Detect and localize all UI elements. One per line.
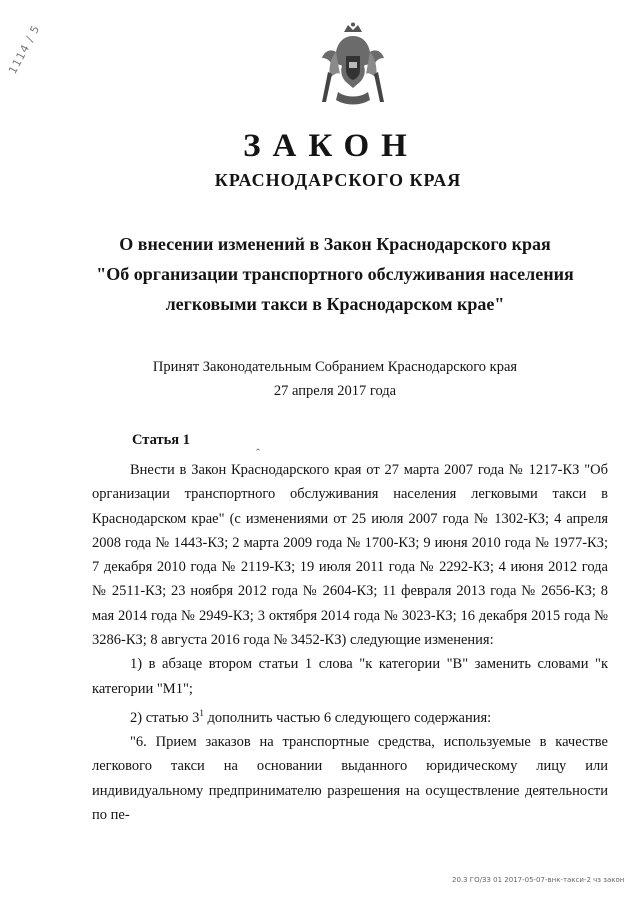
- heading-line: О внесении изменений в Закон Краснодарского края: [119, 234, 551, 254]
- pen-mark-icon: ˆ: [256, 446, 260, 460]
- item-2-text-rest: дополнить частью 6 следующего содержания:: [203, 709, 492, 726]
- adoption-date: 27 апреля 2017 года: [273, 383, 397, 399]
- superscript: 1: [199, 707, 204, 718]
- footer-code: 20.3 ГО/ЗЗ 01 2017-05-07-внк-такси-2 чз закон: [452, 876, 625, 884]
- article-title: Статья 1: [132, 432, 190, 448]
- heading-line: "Об организации транспортного обслуживания населения: [96, 264, 574, 284]
- article-body: [92, 458, 608, 827]
- paragraph-intro: Внести в Закон Краснодарского края от 27 марта 2007 года № 1217-КЗ "Об организации транспортного обслуживания населения легковыми такси в Краснодарском крае" (с изменениями от 25 июля 2007 года № 1302-КЗ; 4 апреля 2008 года № 1443-КЗ; 2 марта 2009 года № 1700-КЗ; 9 июня 2010 года № 1977-КЗ; 7 декабря 2010 года № 2119-КЗ; 19 июля 2011 года № 2292-КЗ; 4 июня 2012 года № 2511-КЗ; 23 ноября 2012 года № 2604-КЗ; 11 февраля 2013 года № 2656-КЗ; 8 мая 2014 года № 2949-КЗ; 3 октября 2014 года № 3023-КЗ; 16 декабря 2015 года № 3286-КЗ; 8 августа 2016 года № 3452-КЗ) следующие изменения:: [92, 462, 608, 649]
- region-title: КРАСНОДАРСКОГО КРАЯ: [214, 170, 462, 190]
- item-2-text: 2) статью 3: [130, 709, 200, 726]
- adoption-line: Принят Законодательным Собранием Краснодарского края: [152, 359, 518, 375]
- handwritten-note: 1114 / 5: [6, 22, 43, 77]
- adoption-note: [0, 355, 640, 403]
- paragraph-item-3: "6. Прием заказов на транспортные средства, используемые в качестве легкового такси на основании выданного юридическому лицу или индивидуальному предпринимателю разрешения на осуществление деятельности по пе-: [92, 734, 608, 823]
- paragraph-item-1: 1) в абзаце втором статьи 1 слова "к категории "В" заменить словами "к категории "М1";: [92, 656, 608, 697]
- paragraph-item-2: [92, 701, 608, 730]
- heading-line: легковыми такси в Краснодарском крае": [165, 294, 505, 314]
- coat-of-arms-icon: [318, 22, 388, 108]
- law-heading: [0, 229, 640, 319]
- law-title: ЗАКОН: [243, 128, 419, 164]
